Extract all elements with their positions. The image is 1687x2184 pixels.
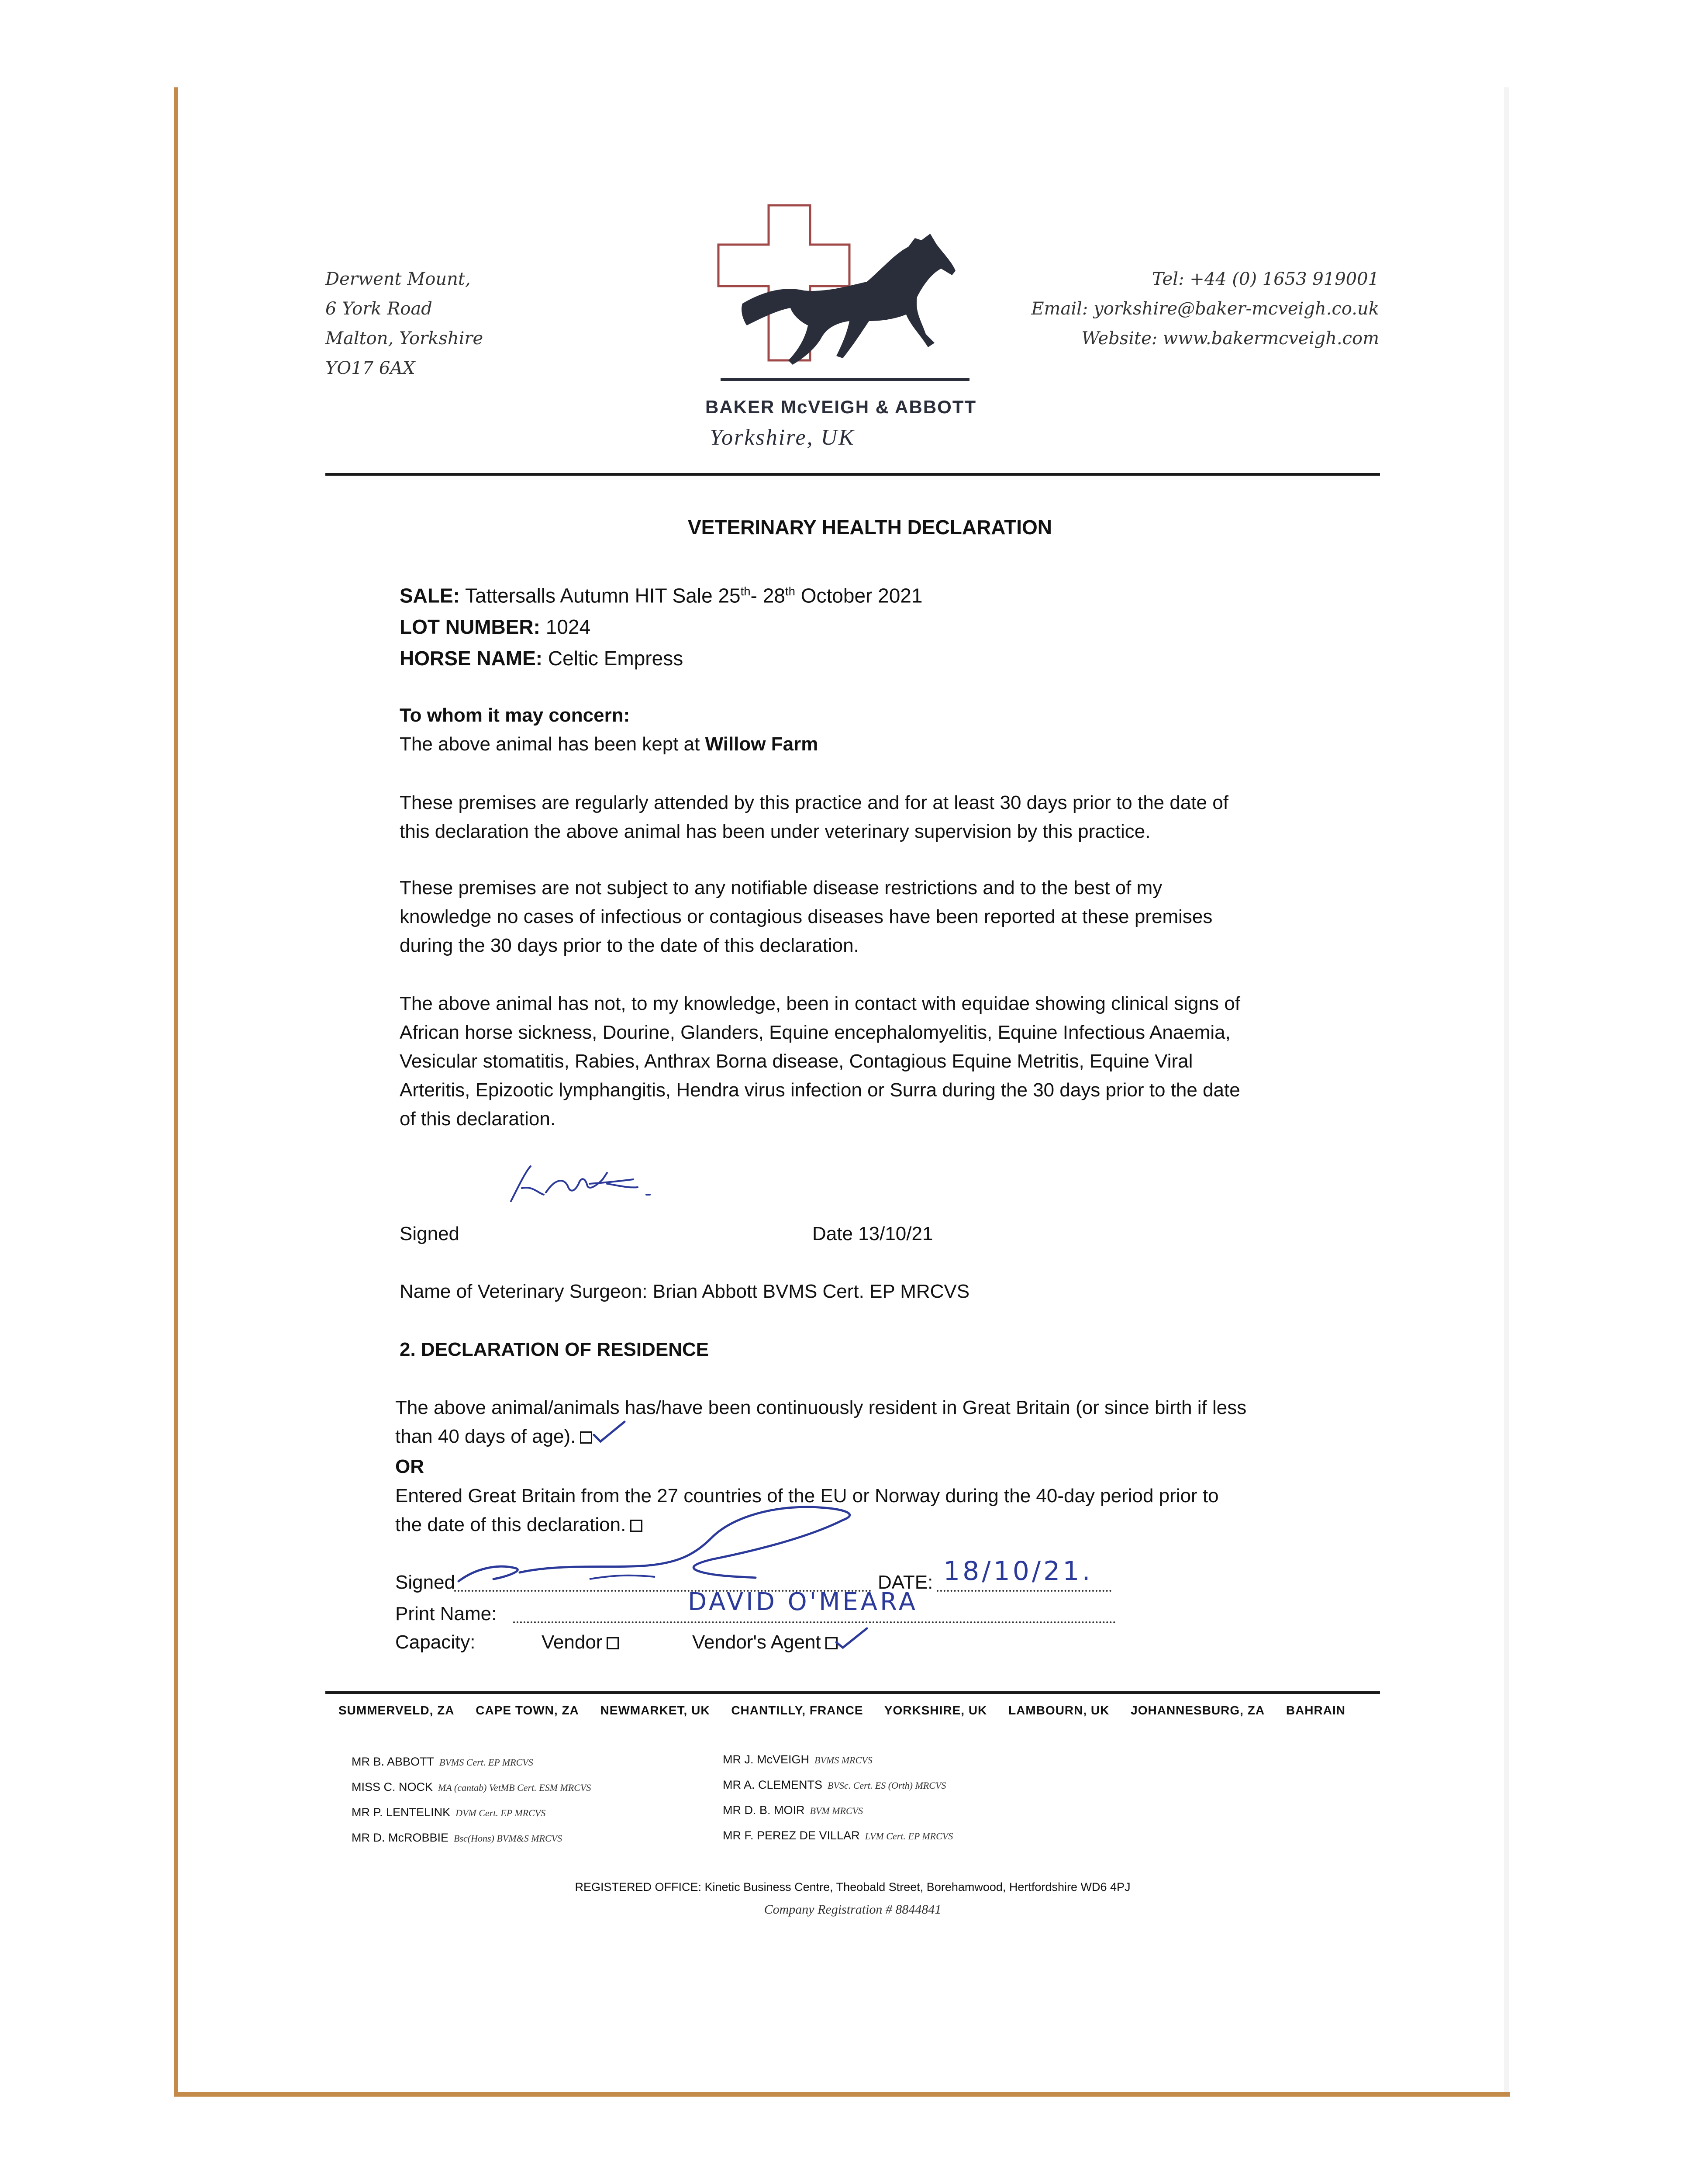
staff-name: MISS C. NOCK	[352, 1780, 433, 1794]
paper-bottom-edge	[174, 2092, 1510, 2097]
sale-line	[400, 576, 922, 611]
paragraph-supervision	[400, 788, 1228, 846]
staff-member	[723, 1773, 953, 1798]
practice-address	[325, 264, 483, 383]
residence-option-1-checkbox[interactable]	[580, 1431, 592, 1444]
kept-at-line	[400, 730, 818, 759]
paper-right-edge	[1504, 87, 1509, 2095]
lot-line	[400, 611, 922, 643]
office-location: YORKSHIRE, UK	[884, 1704, 987, 1717]
staff-quals: BVM MRCVS	[810, 1805, 863, 1816]
sale-value-b: - 28	[750, 584, 785, 607]
address-line: YO17 6AX	[325, 358, 415, 378]
practice-contact	[1031, 264, 1379, 353]
paragraph-line: Arteritis, Epizootic lymphangitis, Hendra virus infection or Surra during the 30 days prior to the date	[400, 1079, 1240, 1101]
paragraph-contact	[400, 989, 1240, 1133]
staff-member	[723, 1823, 953, 1849]
sale-sup-a: th	[740, 584, 751, 598]
office-location: SUMMERVELD, ZA	[338, 1704, 455, 1717]
staff-member	[723, 1747, 953, 1773]
brand-name: BAKER McVEIGH & ABBOTT	[705, 397, 977, 417]
staff-quals: Bsc(Hons) BVM&S MRCVS	[454, 1833, 562, 1844]
vet-name-line: Name of Veterinary Surgeon: Brian Abbott BVMS Cert. EP MRCVS	[400, 1281, 970, 1302]
staff-quals: BVSc. Cert. ES (Orth) MRCVS	[828, 1780, 946, 1791]
office-location: BAHRAIN	[1286, 1704, 1345, 1717]
lot-label: LOT NUMBER:	[400, 615, 540, 639]
or-label: OR	[395, 1456, 424, 1477]
lot-value: 1024	[545, 615, 591, 639]
vendor-date-line	[937, 1590, 1111, 1592]
paragraph-line: of this declaration.	[400, 1108, 556, 1130]
staff-quals: BVMS Cert. EP MRCVS	[439, 1757, 533, 1768]
paragraph-line: African horse sickness, Dourine, Glanders, Equine encephalomyelitis, Equine Infectious Anaemia,	[400, 1022, 1231, 1043]
print-name-handwritten: DAVID O'MEARA	[688, 1588, 918, 1616]
capacity-label: Capacity:	[395, 1631, 476, 1653]
horse-line	[400, 643, 922, 674]
staff-member	[723, 1798, 953, 1823]
vendor-date-handwritten: 18/10/21.	[943, 1556, 1093, 1586]
residence-statement-1	[395, 1393, 1246, 1451]
staff-name: MR J. McVEIGH	[723, 1753, 810, 1766]
checkmark-icon	[834, 1625, 869, 1651]
paragraph-line: These premises are regularly attended by this practice and for at least 30 days prior to the date of	[400, 792, 1228, 813]
paragraph-line: Vesicular stomatitis, Rabies, Anthrax Borna disease, Contagious Equine Metritis, Equine Viral	[400, 1051, 1193, 1072]
horse-label: HORSE NAME:	[400, 647, 543, 670]
vet-signature	[502, 1153, 668, 1210]
staff-list-right	[723, 1747, 953, 1849]
office-location: CAPE TOWN, ZA	[476, 1704, 579, 1717]
company-registration: Company Registration # 8844841	[764, 1902, 942, 1917]
paragraph-line: Entered Great Britain from the 27 countries of the EU or Norway during the 40-day period prior to	[395, 1485, 1219, 1507]
office-location: NEWMARKET, UK	[600, 1704, 710, 1717]
kept-at-prefix: The above animal has been kept at	[400, 733, 700, 755]
vendor-option-label: Vendor	[542, 1631, 603, 1653]
office-location: CHANTILLY, FRANCE	[731, 1704, 863, 1717]
salutation: To whom it may concern:	[400, 705, 630, 726]
paragraph-line: knowledge no cases of infectious or contagious diseases have been reported at these premises	[400, 906, 1213, 927]
paper-left-edge	[174, 87, 178, 2094]
staff-name: MR P. LENTELINK	[352, 1806, 451, 1819]
address-line: Malton, Yorkshire	[325, 328, 483, 349]
document-title: VETERINARY HEALTH DECLARATION	[688, 516, 1052, 539]
vendor-signed-label: Signed	[395, 1572, 455, 1593]
vendor-signature	[450, 1503, 882, 1599]
contact-email: Email: yorkshire@baker-mcveigh.co.uk	[1031, 299, 1379, 319]
vendors-agent-label: Vendor's Agent	[692, 1631, 821, 1653]
contact-website: Website: www.bakermcveigh.com	[1081, 328, 1379, 349]
sale-sup-b: th	[785, 584, 795, 598]
vendor-option	[542, 1631, 619, 1653]
address-line: 6 York Road	[325, 299, 432, 319]
paragraph-line: The above animal/animals has/have been continuously resident in Great Britain (or since birth if less	[395, 1397, 1247, 1418]
paragraph-line: this declaration the above animal has been under veterinary supervision by this practice.	[400, 821, 1151, 842]
horse-value: Celtic Empress	[548, 647, 683, 670]
staff-member	[352, 1825, 591, 1851]
office-locations	[338, 1704, 1345, 1717]
staff-quals: BVMS MRCVS	[814, 1755, 873, 1766]
office-location: JOHANNESBURG, ZA	[1131, 1704, 1265, 1717]
registered-office: REGISTERED OFFICE: Kinetic Business Centre, Theobald Street, Borehamwood, Hertfordshire WD6 4PJ	[575, 1880, 1131, 1894]
office-location: LAMBOURN, UK	[1008, 1704, 1110, 1717]
sale-value-a: Tattersalls Autumn HIT Sale 25	[465, 584, 741, 607]
staff-name: MR F. PEREZ DE VILLAR	[723, 1829, 860, 1842]
address-line: Derwent Mount,	[325, 269, 471, 289]
cross-and-horse-logo-icon	[716, 203, 969, 387]
residence-heading: 2. DECLARATION OF RESIDENCE	[400, 1339, 709, 1360]
staff-name: MR D. McROBBIE	[352, 1831, 449, 1844]
sale-info	[400, 576, 922, 674]
staff-name: MR D. B. MOIR	[723, 1804, 805, 1817]
concern-block	[400, 701, 818, 759]
staff-member	[352, 1749, 591, 1775]
brand-location: Yorkshire, UK	[710, 425, 855, 450]
checkmark-icon	[592, 1420, 627, 1446]
staff-name: MR A. CLEMENTS	[723, 1778, 823, 1791]
paragraph-line	[395, 1422, 1246, 1451]
vet-signed-label: Signed	[400, 1223, 460, 1244]
kept-at-place: Willow Farm	[705, 733, 818, 755]
vendor-checkbox[interactable]	[607, 1637, 619, 1649]
staff-member	[352, 1800, 591, 1825]
paragraph-text: the date of this declaration.	[395, 1514, 626, 1535]
paragraph-text: than 40 days of age).	[395, 1426, 576, 1447]
staff-member	[352, 1775, 591, 1800]
sale-value-c: October 2021	[795, 584, 923, 607]
staff-name: MR B. ABBOTT	[352, 1755, 435, 1768]
paragraph-line: The above animal has not, to my knowledge, been in contact with equidae showing clinical signs of	[400, 993, 1240, 1014]
paragraph-restrictions	[400, 874, 1212, 960]
staff-quals: MA (cantab) VetMB Cert. ESM MRCVS	[438, 1782, 591, 1793]
header-divider	[325, 473, 1380, 476]
vendors-agent-option	[692, 1631, 838, 1653]
vendor-date-label: DATE:	[878, 1572, 933, 1593]
staff-quals: DVM Cert. EP MRCVS	[455, 1807, 546, 1818]
print-name-label: Print Name:	[395, 1603, 497, 1624]
print-name-line	[513, 1621, 1116, 1623]
footer-divider	[325, 1691, 1380, 1694]
paragraph-line: during the 30 days prior to the date of this declaration.	[400, 935, 859, 956]
contact-phone: Tel: +44 (0) 1653 919001	[1152, 269, 1379, 289]
staff-list-left	[352, 1749, 591, 1851]
sale-label: SALE:	[400, 584, 460, 607]
staff-quals: LVM Cert. EP MRCVS	[865, 1831, 953, 1842]
paragraph-line: These premises are not subject to any notifiable disease restrictions and to the best of my	[400, 877, 1163, 898]
vet-date: Date 13/10/21	[812, 1223, 933, 1244]
